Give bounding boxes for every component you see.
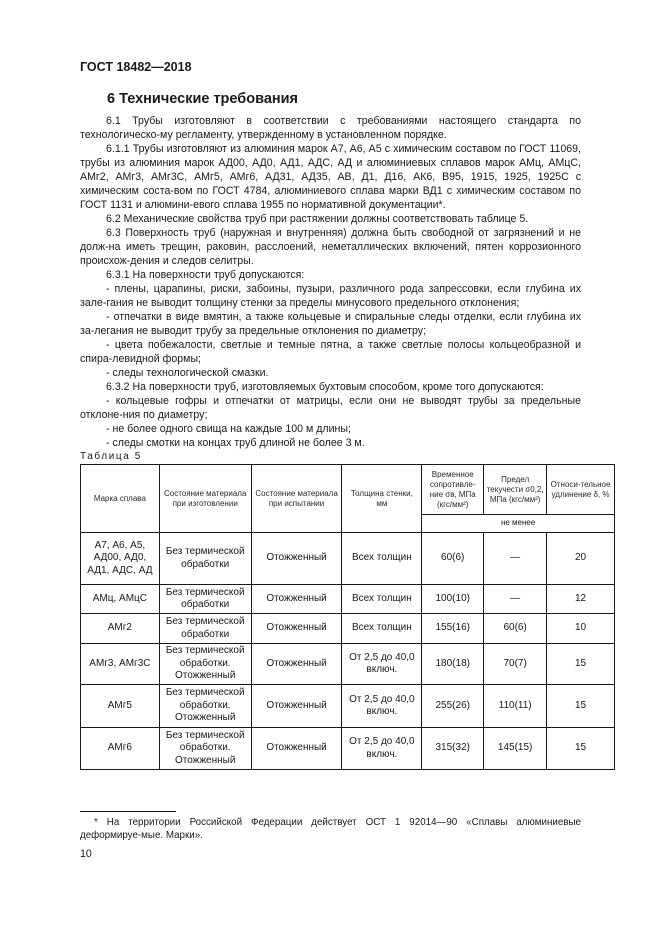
cell-material-state: Без термической обработки <box>159 614 251 644</box>
footnote-divider <box>80 811 176 812</box>
cell-grade: АМг6 <box>81 728 160 770</box>
table-row <box>81 728 615 770</box>
cell-yield-strength: 70(7) <box>484 644 547 685</box>
page-number: 10 <box>80 848 92 860</box>
cell-thickness: Всех толщин <box>342 585 422 614</box>
header-min-note: не менее <box>422 515 615 533</box>
header-yield-strength: Предел текучести σ0,2, МПа (кгс/мм²) <box>484 465 547 515</box>
cell-test-state: Отожженный <box>251 585 342 614</box>
cell-material-state: Без термической обработки. Отожженный <box>159 644 251 685</box>
cell-material-state: Без термической обработки <box>159 533 251 585</box>
cell-tensile-strength: 60(6) <box>422 533 484 585</box>
cell-elongation: 20 <box>547 533 615 585</box>
table-caption: Таблица 5 <box>80 451 142 462</box>
footnote: * На территории Российской Федерации действует ОСТ 1 92014—90 «Сплавы алюминиевые деформируе-мые. Марки». <box>80 817 581 841</box>
cell-yield-strength: 60(6) <box>484 614 547 644</box>
cell-grade: АМг2 <box>81 614 160 644</box>
cell-thickness: От 2,5 до 40,0 включ. <box>342 685 422 728</box>
cell-test-state: Отожженный <box>251 614 342 644</box>
paragraph: 6.2 Механические свойства труб при растяжении должны соответствовать таблице 5. <box>106 213 529 225</box>
table-row <box>81 533 615 585</box>
cell-tensile-strength: 315(32) <box>422 728 484 770</box>
paragraph: - не более одного свища на каждые 100 м длины; <box>106 423 351 435</box>
paragraph: - кольцевые гофры и отпечатки от матрицы, если они не выводят трубы за предельные отклоне-ния по диаметру; <box>80 395 581 421</box>
cell-elongation: 15 <box>547 728 615 770</box>
cell-thickness: Всех толщин <box>342 614 422 644</box>
cell-elongation: 10 <box>547 614 615 644</box>
cell-tensile-strength: 155(16) <box>422 614 484 644</box>
cell-test-state: Отожженный <box>251 685 342 728</box>
header-thickness: Толщина стенки, мм <box>342 465 422 533</box>
cell-test-state: Отожженный <box>251 533 342 585</box>
cell-thickness: От 2,5 до 40,0 включ. <box>342 644 422 685</box>
body-text <box>80 114 581 450</box>
cell-thickness: От 2,5 до 40,0 включ. <box>342 728 422 770</box>
table-row <box>81 585 615 614</box>
properties-table <box>80 464 615 770</box>
cell-grade: АМг5 <box>81 685 160 728</box>
header-test-state: Состояние материала при испытании <box>251 465 342 533</box>
paragraph: 6.3 Поверхность труб (наружная и внутренняя) должна быть свободной от загрязнений и не долж-на иметь трещин, раковин, расслоений, неметаллических включений, пятен коррозионного происхож-дения и следов селитры. <box>80 227 581 267</box>
cell-tensile-strength: 255(26) <box>422 685 484 728</box>
cell-thickness: Всех толщин <box>342 533 422 585</box>
cell-elongation: 15 <box>547 644 615 685</box>
cell-grade: А7, А6, А5, АД00, АД0, АД1, АДС, АД <box>81 533 160 585</box>
paragraph: 6.1 Трубы изготовляют в соответствии с требованиями настоящего стандарта по технологическо-му регламенту, утвержденному в установленном порядке. <box>80 115 581 141</box>
header-tensile-strength: Временное сопротивле-ние σв, МПа (кгс/мм²) <box>422 465 484 515</box>
paragraph: 6.1.1 Трубы изготовляют из алюминия марок А7, А6, А5 с химическим составом по ГОСТ 11069, трубы из алюминия марок АД00, АД0, АД1, АДС, АД и алюминиевых сплавов марок АМц, АМцС, АМг2, АМг3, АМг3С, АМг5, АМг6, АД31, АД35, АВ, Д1, Д16, АК6, В95, 1915, 1925, 1925С с химическим соста-вом по ГОСТ 4784, алюминиевого сплава марки ВД1 с химическим составом по ГОСТ 1131 и алюмини-евого сплава 1955 по нормативной документации*. <box>80 143 581 211</box>
paragraph: - следы смотки на концах труб длиной не более 3 м. <box>106 437 365 449</box>
table-row <box>81 644 615 685</box>
cell-tensile-strength: 180(18) <box>422 644 484 685</box>
paragraph: - цвета побежалости, светлые и темные пятна, а также светлые полосы кольцеобразной и спира-левидной формы; <box>80 339 581 365</box>
cell-yield-strength: — <box>484 585 547 614</box>
cell-yield-strength: 145(15) <box>484 728 547 770</box>
paragraph: - плены, царапины, риски, забоины, пузыри, различного рода запрессовки, если глубина их зале-гания не выводит толщину стенки за пределы минусового предельного отклонения; <box>80 283 581 309</box>
paragraph: - отпечатки в виде вмятин, а также кольцевые и спиральные следы отделки, если глубина их за-легания не выводит трубу за предельные отклонения по диаметру; <box>80 311 581 337</box>
cell-material-state: Без термической обработки <box>159 585 251 614</box>
cell-material-state: Без термической обработки. Отожженный <box>159 685 251 728</box>
cell-grade: АМц, АМцС <box>81 585 160 614</box>
header-elongation: Относи-тельное удлинение δ, % <box>547 465 615 515</box>
header-material-state: Состояние материала при изготовлении <box>159 465 251 533</box>
cell-yield-strength: — <box>484 533 547 585</box>
cell-elongation: 15 <box>547 685 615 728</box>
paragraph: 6.3.1 На поверхности труб допускаются: <box>106 269 305 281</box>
cell-grade: АМг3, АМг3С <box>81 644 160 685</box>
cell-test-state: Отожженный <box>251 644 342 685</box>
cell-elongation: 12 <box>547 585 615 614</box>
cell-material-state: Без термической обработки. Отожженный <box>159 728 251 770</box>
cell-tensile-strength: 100(10) <box>422 585 484 614</box>
section-title: 6 Технические требования <box>107 91 299 107</box>
table-row <box>81 685 615 728</box>
table-row <box>81 614 615 644</box>
header-grade: Марка сплава <box>81 465 160 533</box>
cell-test-state: Отожженный <box>251 728 342 770</box>
paragraph: - следы технологической смазки. <box>106 367 269 379</box>
document-header: ГОСТ 18482—2018 <box>80 60 192 74</box>
paragraph: 6.3.2 На поверхности труб, изготовляемых бухтовым способом, кроме того допускаются: <box>106 381 544 393</box>
cell-yield-strength: 110(11) <box>484 685 547 728</box>
